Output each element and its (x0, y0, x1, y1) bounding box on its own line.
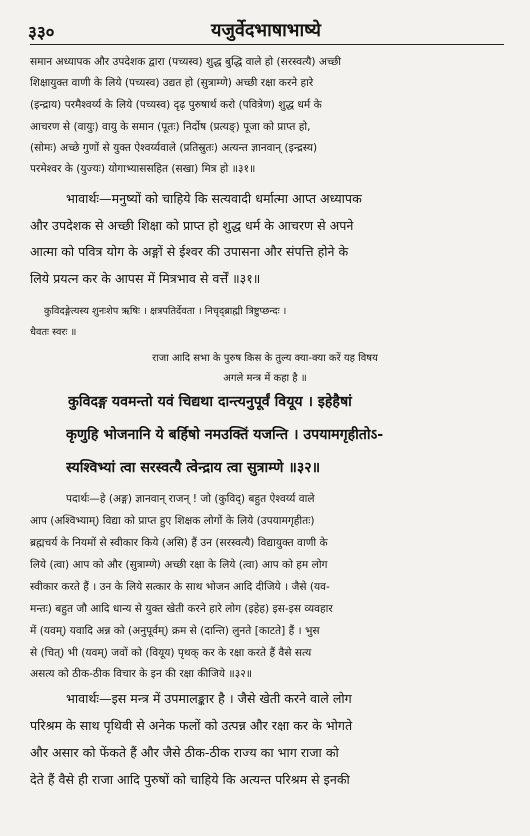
text-line: लिये (त्वा) आप को और (सुत्राम्णे) अच्छी रक्षा के लिये (त्वा) आप को हम लोग (30, 559, 328, 571)
page-number: ३३० (28, 23, 55, 43)
text-line: में (यवम्) यवादि अन्न को (अनुपूर्वम्) क्रम से (दान्ति) लुनते [काटते] हैं । भुस (30, 625, 320, 637)
text-line: स्वीकार करते हैं । उन के लिये सत्कार के साथ भोजन आदि दीजिये । जैसे (यव- (30, 581, 330, 593)
text-line: से (चित्) भी (यवम्) जवों को (वियूय) पृथक् कर के रक्षा करते हैं वैसे सत्य (30, 647, 312, 659)
text-line: मन्तः) बहुत जौ आदि धान्य से युक्त खेती करने हारे लोग (इहेह) इस-इस व्यवहार (30, 603, 333, 615)
text-line: (इन्द्राय) परमैश्वर्य्य के लिये (पच्यस्व) दृढ़ पुरुषार्थ करो (पवित्रेण) शुद्ध धर्म के (30, 99, 322, 111)
text-line: आप (अश्विभ्याम्) विद्या को प्राप्त हुए शिक्षक लोगों के लिये (उपयामगृहीतः) (30, 515, 315, 527)
text-line: असत्य को ठीक-ठीक विचार के इन की रक्षा कीजिये ॥३२॥ (30, 668, 253, 680)
text-line: अगले मन्त्र में कहा है ॥ (223, 373, 307, 384)
text-line: और उपदेशक से अच्छी शिक्षा को प्राप्त हो शुद्ध धर्म के आचरण से अपने (30, 218, 354, 233)
text-line: कुविदङ्गेत्यस्य शुनःशेप ऋषिः । क्षत्रपतिर्देवता । निचृद्ब्राह्मी त्रिष्टुप्छन्दः । (44, 306, 287, 317)
text-line: भावार्थः—इस मन्त्र में उपमालङ्कार है । जैसे खेती करने वाले लोग (66, 691, 352, 706)
text-line: और असार को फेंकते हैं और जैसे ठीक-ठीक राज्य का भाग राजा को (30, 745, 339, 760)
text-line: लिये प्रयत्न कर के आपस में मित्रभाव से वर्त्तें ॥३१॥ (30, 271, 261, 286)
page-header (28, 18, 504, 46)
text-line: परिश्रम के साथ पृथिवी से अनेक फलों को उत्पन्न और रक्षा कर के भोगते (30, 718, 353, 733)
text-line: (सोमः) अच्छे गुणों से युक्त ऐश्वर्य्यवाले (प्रतिस्रुतः) अत्यन्त ज्ञानवान् (इन्द्रस्य) (30, 142, 318, 154)
text-line: धैवतः स्वरः ॥ (30, 327, 77, 338)
text-line: आचरण से (वायुः) वायु के समान (पूतः) निर्दोष (प्रत्यङ्) पूजा को प्राप्त हो, (30, 121, 311, 133)
text-line: परमेश्वर के (युज्यः) योगाभ्याससहित (सखा) मित्र हो ॥३१॥ (30, 163, 256, 175)
mantra-line: कृणुहि भोजनानि ये बर्हिषो नमउक्तिं यजन्ति । उपयामगृहीतोऽ- (66, 427, 384, 443)
text-line: समान अध्यापक और उपदेशक द्वारा (पच्यस्व) शुद्ध बुद्धि वाले हो (सरस्वत्यै) अच्छी (30, 56, 342, 68)
text-line: भावार्थः—मनुष्यों को चाहिये कि सत्यवादी धर्मात्मा आप्त अध्यापक (66, 191, 362, 206)
mantra-line: स्यश्विभ्यां त्वा सरस्वत्यै त्वेन्द्राय त्वा सुत्राम्णे ॥३२॥ (66, 460, 321, 476)
running-title: यजुर्वेदभाषाभाष्ये (211, 20, 321, 41)
text-line: शिक्षायुक्त वाणी के लिये (पच्यस्व) उद्यत हो (सुत्राम्णे) अच्छी रक्षा करने हारे (30, 77, 314, 89)
text-line: ब्रह्मचर्य के नियमों से स्वीकार किये (असि) हैं उन (सरस्वत्यै) विद्यायुक्त वाणी के (30, 537, 328, 549)
mantra-line: कुविदङ्ग यवमन्तो यवं चिद्यथा दान्त्यनुपूर्वं वियूय । इहेहैषां (68, 394, 352, 410)
text-line: आत्मा को पवित्र योग के अङ्गों से ईश्वर की उपासना और संपत्ति होने के (30, 244, 349, 259)
header-rule (30, 44, 504, 45)
text-line: राजा आदि सभा के पुरुष किस के तुल्य क्या-क्या करें यह विषय (152, 353, 378, 364)
text-line: पदार्थः—हे (अङ्ग) ज्ञानवान् राजन् ! जो (कुविद्) बहुत ऐश्वर्य्य वाले (66, 493, 315, 505)
text-line: देते हैं वैसे ही राजा आदि पुरुषों को चाहिये कि अत्यन्त परिश्रम से इनकी (30, 772, 350, 787)
